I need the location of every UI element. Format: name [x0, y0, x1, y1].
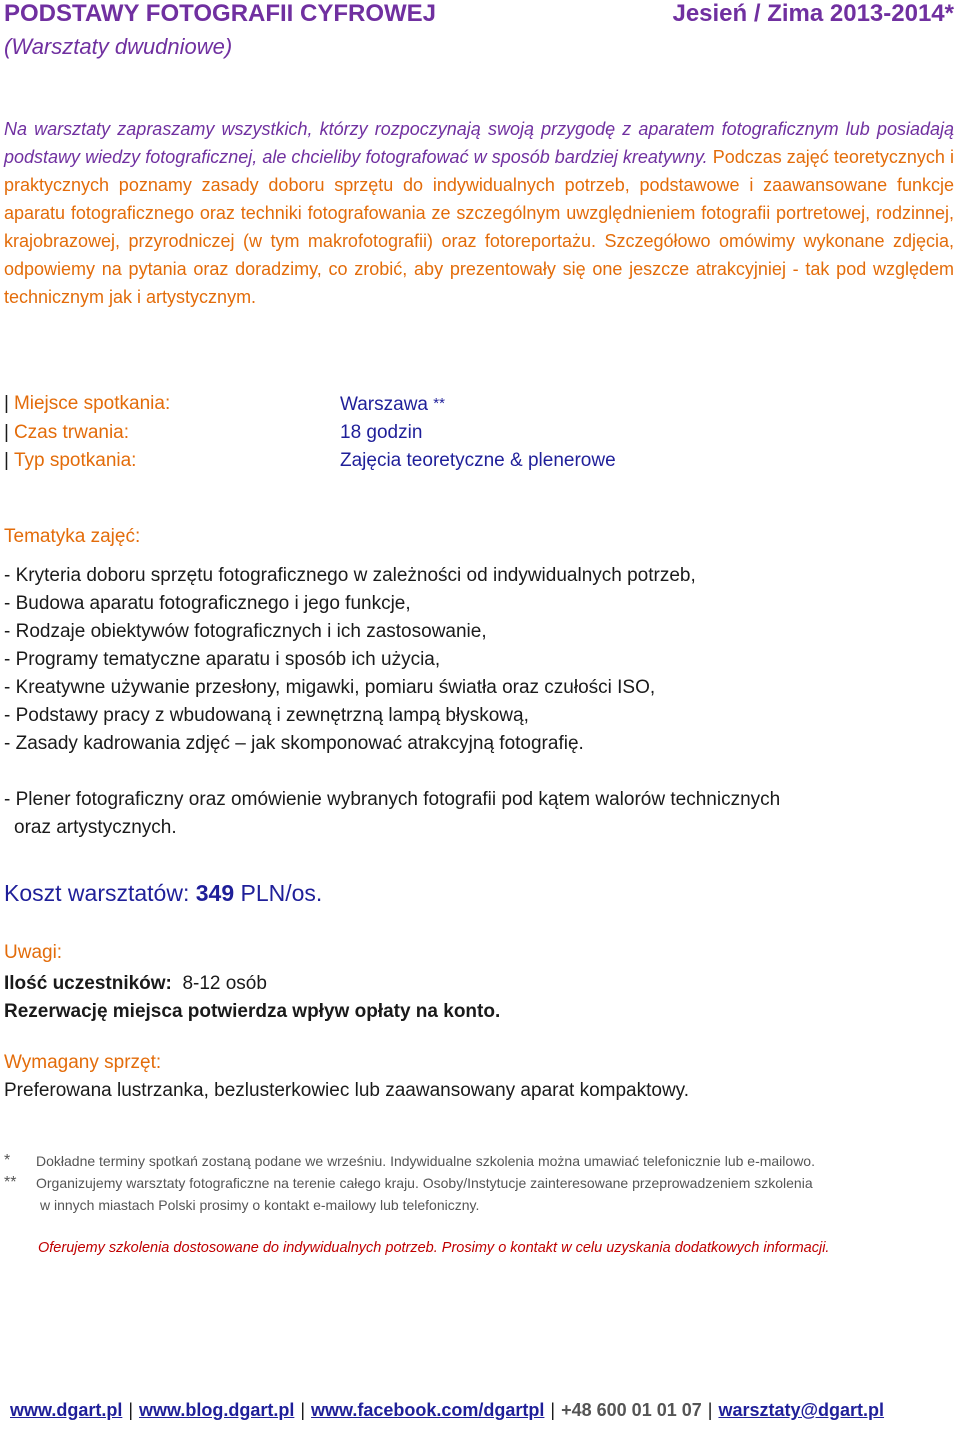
topics-list: [4, 562, 696, 758]
list-item: - Programy tematyczne aparatu i sposób ich użycia,: [4, 649, 441, 670]
participants-value: 8-12 osób: [182, 973, 267, 994]
duration-value: 18 godzin: [340, 422, 423, 443]
facebook-link[interactable]: www.facebook.com/dgartpl: [311, 1400, 545, 1420]
divider: |: [4, 393, 9, 414]
cost-unit: PLN/os.: [234, 880, 323, 906]
notes-title: Uwagi:: [4, 942, 63, 963]
place-label: Miejsce spotkania:: [13, 393, 171, 414]
divider: |: [128, 1400, 134, 1420]
divider: |: [4, 422, 9, 443]
intro-invitation: Na warsztaty zapraszamy wszystkich, którzy rozpoczynają swoją przygodę z aparatem fotograficznym lub posiadają podstawy wiedzy fotograficznej, ale chcieliby fotografować w sposób bardziej kreatywny.: [4, 119, 954, 167]
list-item: - Rodzaje obiektywów fotograficznych i ich zastosowanie,: [4, 621, 487, 642]
blog-link[interactable]: www.blog.dgart.pl: [139, 1400, 295, 1420]
duration-label: Czas trwania:: [13, 422, 130, 443]
season-label: Jesień / Zima 2013-2014*: [672, 0, 954, 27]
plener-line-cont: oraz artystycznych.: [14, 817, 177, 838]
type-label: Typ spotkania:: [13, 450, 137, 471]
page-title: PODSTAWY FOTOGRAFII CYFROWEJ: [4, 0, 437, 27]
equipment-text: Preferowana lustrzanka, bezlusterkowiec lub zaawansowany aparat kompaktowy.: [4, 1080, 690, 1101]
cost-label: Koszt warsztatów:: [4, 880, 196, 906]
info-row-place: [4, 390, 616, 419]
notes: [4, 970, 500, 1026]
info-row-duration: [4, 419, 616, 447]
footnote-text-cont: w innych miastach Polski prosimy o kontakt e-mailowy lub telefoniczny.: [40, 1197, 480, 1213]
type-value: Zajęcia teoretyczne & plenerowe: [340, 450, 616, 471]
footer-links: [10, 1400, 884, 1421]
divider: |: [4, 450, 9, 471]
footnotes: [4, 1150, 954, 1216]
intro-paragraph: [4, 115, 954, 311]
custom-offer-note: Oferujemy szkolenia dostosowane do indywidualnych potrzeb. Prosimy o kontakt w celu uzyskania dodatkowych informacji.: [38, 1240, 830, 1256]
footnote-mark: **: [4, 1174, 17, 1191]
plener-item: [4, 786, 780, 842]
divider: |: [300, 1400, 306, 1420]
participants-line: [4, 970, 500, 998]
place-footnote-mark: **: [433, 395, 445, 412]
list-item: - Kryteria doboru sprzętu fotograficznego w zależności od indywidualnych potrzeb,: [4, 565, 696, 586]
email-link[interactable]: warsztaty@dgart.pl: [718, 1400, 885, 1420]
participants-label: Ilość uczestników:: [4, 973, 172, 994]
header: [4, 0, 954, 70]
cost-line: [4, 880, 322, 907]
cost-amount: 349: [195, 880, 235, 906]
footnote-text: Organizujemy warsztaty fotograficzne na terenie całego kraju. Osoby/Instytucje zainteresowane przeprowadzeniem szkolenia: [36, 1175, 813, 1191]
meeting-info: [4, 390, 616, 475]
document: [4, 0, 954, 1256]
place-value: Warszawa: [340, 394, 428, 415]
reservation-note: Rezerwację miejsca potwierdza wpływ opłaty na konto.: [4, 1001, 501, 1022]
phone-number: +48 600 01 01 07: [561, 1400, 702, 1420]
footnote-text: Dokładne terminy spotkań zostaną podane we wrześniu. Indywidualne szkolenia można umawiać telefonicznie lub e-mailowo.: [36, 1153, 815, 1169]
list-item: - Podstawy pracy z wbudowaną i zewnętrzną lampą błyskową,: [4, 705, 529, 726]
intro-description: Podczas zajęć teoretycznych i praktycznych poznamy zasady doboru sprzętu do indywidualnych potrzeb, podstawowe i zaawansowane funkcje aparatu fotograficznego oraz techniki fotografowania ze szczególnym uwzględnieniem fotografii portretowej, rodzinnej, krajobrazowej, przyrodniczej (w tym makrofotografii) oraz fotoreportażu. Szczegółowo omówimy wykonane zdjęcia, odpowiemy na pytania oraz doradzimy, co zrobić, aby prezentowały się one jeszcze atrakcyjniej - tak pod względem technicznym jak i artystycznym.: [4, 147, 954, 307]
equipment-title: Wymagany sprzęt:: [4, 1052, 162, 1073]
list-item: - Zasady kadrowania zdjęć – jak skomponować atrakcyjną fotografię.: [4, 733, 584, 754]
page-subtitle: (Warsztaty dwudniowe): [4, 34, 233, 59]
info-row-type: [4, 447, 616, 475]
footnote-mark: *: [4, 1152, 11, 1169]
topics-title: Tematyka zajęć:: [4, 526, 141, 547]
divider: |: [707, 1400, 713, 1420]
list-item: - Budowa aparatu fotograficznego i jego funkcje,: [4, 593, 411, 614]
list-item: - Kreatywne używanie przesłony, migawki, pomiaru światła oraz czułości ISO,: [4, 677, 656, 698]
plener-line: - Plener fotograficzny oraz omówienie wybranych fotografii pod kątem walorów technicznych: [4, 789, 781, 810]
divider: |: [550, 1400, 556, 1420]
website-link[interactable]: www.dgart.pl: [10, 1400, 123, 1420]
